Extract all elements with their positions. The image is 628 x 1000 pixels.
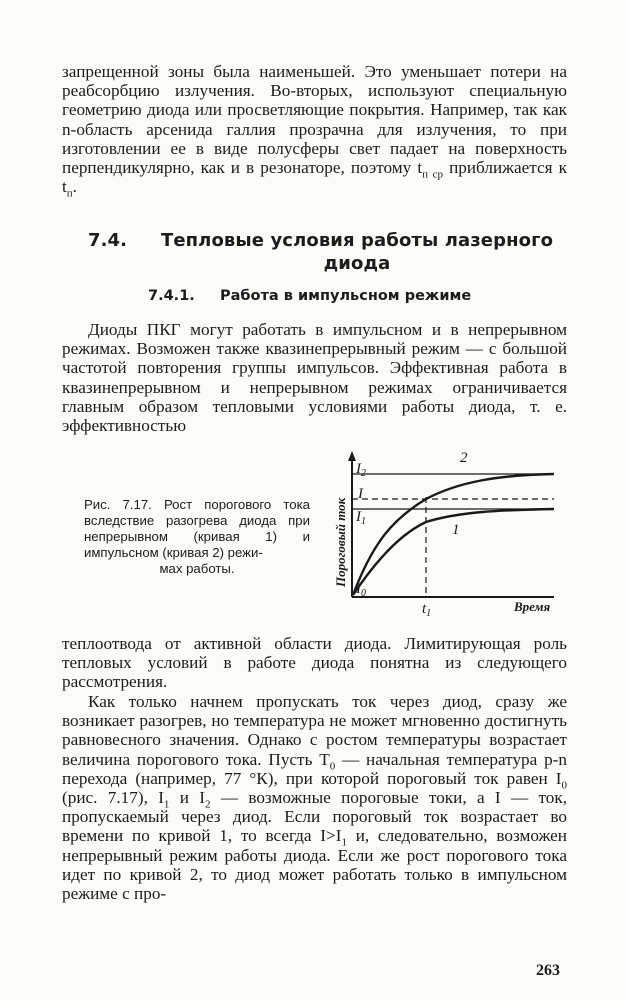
label-t1: $t_1$ — [422, 601, 432, 619]
figure-caption: Рис. 7.17. Рост порогового тока вследствие разогрева диода при непрерывном (кривая 1) и импульсном (кривая 2) режи- мах работы. — [84, 497, 310, 576]
paragraph-1: Диоды ПКГ могут работать в импульсном и в непрерывном режимах. Возможен также квазинепрерывный режим — с большой частотой повторения группы импульсов. Эффективная работа в квазинепрерывном и непрерывном режимах ограничивается главным образом тепловыми условиями работы диода, т. е. эффективностью — [62, 320, 567, 436]
label-I1: $I_1$ — [356, 509, 366, 527]
label-I0: $I_0$ — [356, 581, 366, 599]
subsection-number: 7.4.1. — [148, 288, 195, 304]
paragraph-3: Как только начнем пропускать ток через диод, сразу же возникает разогрев, но температура не может мгновенно достигнуть равновесного значения. Однако с ростом температуры возрастает величина порогового тока. Пусть $T_0$ — начальная температура p-n перехода (например, 77 °К), при которой пороговый ток равен $I_0$ (рис. 7.17), $I_1$ и $I_2$ — возможные пороговые токи, а I — ток, пропускаемый через диод. Если пороговый ток возрастает во времени по кривой 1, то всегда $I>I_1$ и, следовательно, возможен непрерывный режим работы диода. Если же рост порогового тока идет по кривой 2, то диод может работать только в импульсном режиме с про- — [62, 692, 568, 904]
paragraph-2: теплоотвода от активной области диода. Лимитирующая роль тепловых условий в работе диода понятна из следующего рассмотрения. — [62, 634, 567, 692]
y-axis-label: Пороговый ток — [333, 497, 348, 587]
page-number: 263 — [536, 962, 560, 979]
x-axis-label: Время — [514, 599, 551, 614]
threshold-current-figure — [318, 447, 568, 622]
label-I: I — [358, 486, 363, 502]
section-number: 7.4. — [88, 230, 128, 251]
section-title: Тепловые условия работы лазерного диода — [160, 230, 554, 274]
y-axis-arrow — [348, 451, 356, 461]
top-paragraph: запрещенной зоны была наименьшей. Это уменьшает потери на реабсорбцию излучения. Во-вторых, используют специальную геометрию диода или просветляющие покрытия. Например, так как n-область арсенида галлия прозрачна для излучения, то при изготовлении ее в виде полусферы свет падает на поверхность перпендикулярно, как и в резонаторе, поэтому $t_{п ср}$ приближается к $t_п$. — [62, 62, 567, 200]
subsection-heading — [148, 288, 471, 304]
label-curve-1: 1 — [452, 522, 460, 538]
subsection-title: Работа в импульсном режиме — [220, 288, 472, 304]
label-I2: $I_2$ — [356, 461, 366, 479]
label-curve-2: 2 — [460, 450, 468, 466]
